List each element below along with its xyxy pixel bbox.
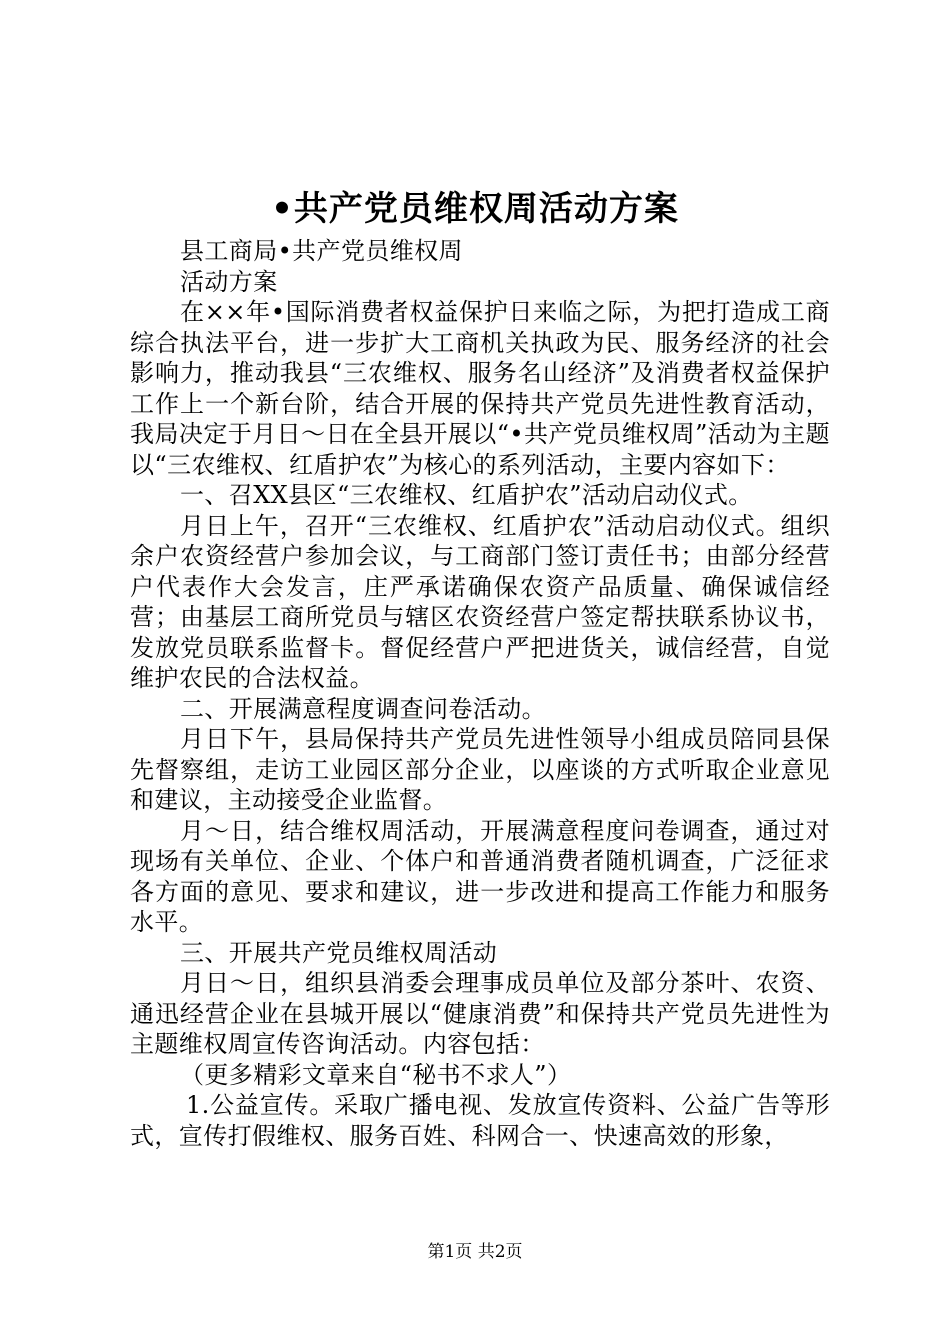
paragraph-item-1: 1.公益宣传。采取广播电视、发放宣传资料、公益广告等形式，宣传打假维权、服务百姓、科网合一、快速高效的形象，: [130, 1091, 830, 1150]
section-heading-3: 三、开展共产党员维权周活动: [180, 938, 498, 967]
document-title: •共产党员维权周活动方案: [271, 189, 679, 229]
paragraph-subtitle-1: 县工商局•共产党员维权周: [180, 237, 463, 265]
page-footer: 第1页 共2页: [427, 1242, 523, 1262]
document-body: [130, 236, 830, 1151]
paragraph-section-2b: 月～日，结合维权周活动，开展满意程度问卷调查，通过对现场有关单位、企业、个体户和普通消费者随机调查，广泛征求各方面的意见、要求和建议，进一步改进和提高工作能力和服务水平。: [130, 816, 830, 936]
paragraph-section-2a: 月日下午，县局保持共产党员先进性领导小组成员陪同县保先督察组，走访工业园区部分企业，以座谈的方式听取企业意见和建议，主动接受企业监督。: [130, 725, 830, 814]
paragraph-intro: 在××年•国际消费者权益保护日来临之际，为把打造成工商综合执法平台，进一步扩大工商机关执政为民、服务经济的社会影响力，推动我县“三农维权、服务名山经济”及消费者权益保护工作上一个新台阶，结合开展的保持共产党员先进性教育活动，我局决定于月日～日在全县开展以“•共产党员维权周”活动为主题以“三农维权、红盾护农”为核心的系列活动，主要内容如下：: [130, 298, 830, 479]
paragraph-subtitle-2: 活动方案: [180, 267, 278, 296]
paragraph-source-note: （更多精彩文章来自“秘书不求人”）: [180, 1060, 572, 1089]
paragraph-section-1: 月日上午，召开“三农维权、红盾护农”活动启动仪式。组织余户农资经营户参加会议，与工商部门签订责任书；由部分经营户代表作大会发言，庄严承诺确保农资产品质量、确保诚信经营；由基层工商所党员与辖区农资经营户签定帮扶联系协议书，发放党员联系监督卡。督促经营户严把进货关，诚信经营，自觉维护农民的合法权益。: [130, 511, 830, 692]
section-heading-1: 一、召XX县区“三农维权、红盾护农”活动启动仪式。: [180, 481, 753, 509]
section-heading-2: 二、开展满意程度调查问卷活动。: [180, 694, 546, 723]
paragraph-section-3: 月日～日，组织县消委会理事成员单位及部分茶叶、农资、通迅经营企业在县城开展以“健康消费”和保持共产党员先进性为主题维权周宣传咨询活动。内容包括：: [130, 969, 830, 1058]
